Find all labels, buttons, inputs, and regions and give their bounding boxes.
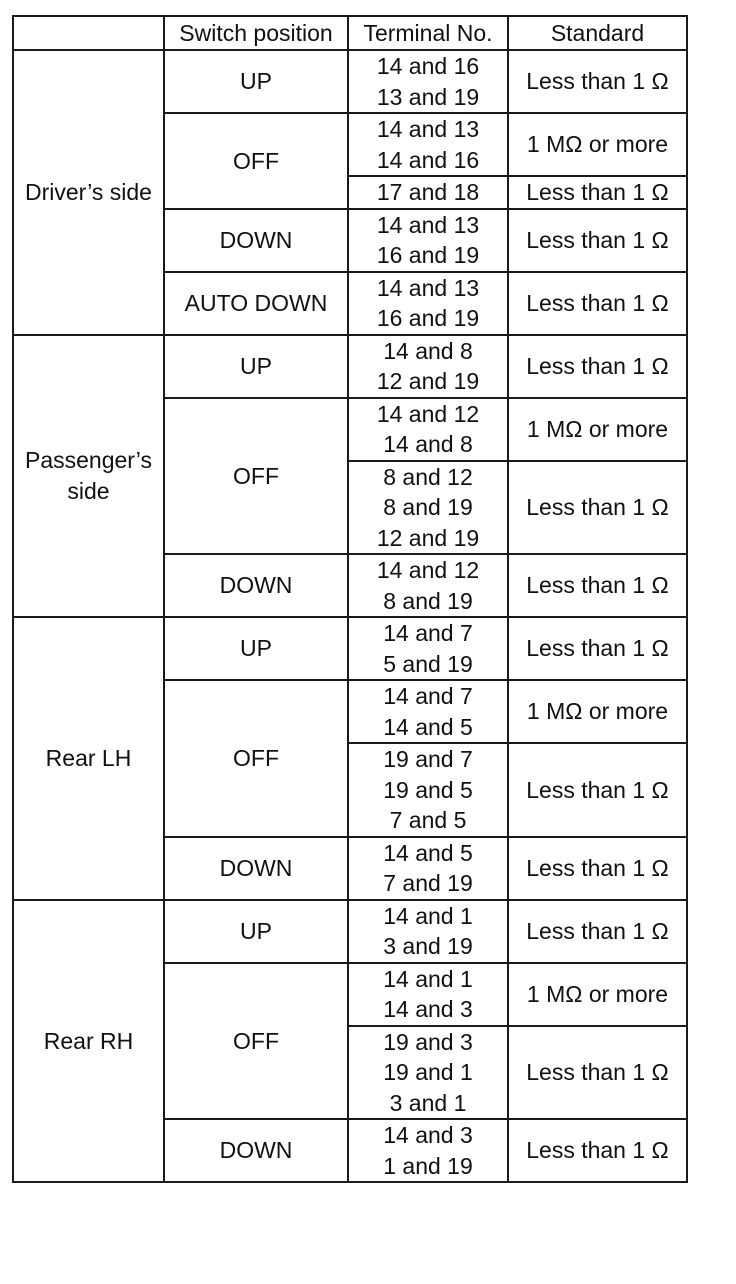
terminal-pairs [348, 461, 508, 555]
terminal-pairs [348, 272, 508, 335]
standard-value: Less than 1 Ω [508, 837, 687, 900]
terminal-pair: 8 and 12 [383, 463, 473, 490]
standard-value: Less than 1 Ω [508, 209, 687, 272]
terminal-pair: 3 and 1 [389, 1089, 467, 1116]
terminal-pair: 14 and 12 [376, 557, 480, 583]
terminal-pair: 14 and 16 [376, 146, 480, 173]
table-row [13, 50, 687, 113]
switch-position: UP [164, 50, 348, 113]
terminal-pair: 14 and 5 [383, 713, 473, 740]
standard-value: Less than 1 Ω [508, 335, 687, 398]
terminal-pair: 7 and 5 [389, 807, 467, 833]
terminal-pair: 19 and 3 [383, 1028, 473, 1055]
header-standard: Standard [508, 16, 687, 50]
group-label-line: side [67, 477, 110, 504]
standard-value: Less than 1 Ω [508, 1119, 687, 1182]
switch-position: UP [164, 617, 348, 680]
terminal-pair: 14 and 8 [383, 431, 473, 457]
group-rear-rh: Rear RH [13, 900, 164, 1183]
switch-position: OFF [164, 680, 348, 837]
terminal-pair: 14 and 1 [383, 965, 473, 992]
terminal-pair: 19 and 5 [383, 776, 473, 803]
terminal-pair: 14 and 3 [383, 1122, 473, 1148]
switch-position: UP [164, 335, 348, 398]
terminal-pair: 14 and 5 [383, 839, 473, 866]
terminal-pair: 19 and 7 [383, 746, 473, 772]
terminal-pair: 14 and 7 [383, 683, 473, 709]
terminal-pair: 12 and 19 [376, 368, 480, 394]
terminal-pairs [348, 900, 508, 963]
terminal-pair: 14 and 16 [376, 53, 480, 79]
header-switch-position: Switch position [164, 16, 348, 50]
switch-position: UP [164, 900, 348, 963]
table-row [13, 900, 687, 963]
group-label-line: Passenger’s [24, 447, 152, 474]
terminal-pairs [348, 743, 508, 837]
terminal-pair: 8 and 19 [383, 587, 473, 614]
terminal-pair: 1 and 19 [383, 1152, 473, 1179]
terminal-pairs [348, 176, 508, 209]
terminal-pairs [348, 837, 508, 900]
terminal-pairs [348, 50, 508, 113]
terminal-pair: 14 and 8 [383, 337, 473, 364]
switch-position: DOWN [164, 554, 348, 617]
terminal-pairs [348, 335, 508, 398]
switch-position: OFF [164, 113, 348, 209]
terminal-pair: 8 and 19 [383, 494, 473, 520]
standard-value: Less than 1 Ω [508, 554, 687, 617]
switch-position: OFF [164, 398, 348, 555]
standard-value: Less than 1 Ω [508, 900, 687, 963]
switch-position: DOWN [164, 837, 348, 900]
header-group [13, 16, 164, 50]
terminal-pairs [348, 209, 508, 272]
terminal-pair: 14 and 1 [383, 902, 473, 929]
terminal-pair: 16 and 19 [376, 242, 480, 268]
terminal-pair: 17 and 18 [376, 179, 480, 205]
table-row [13, 335, 687, 398]
standard-value: 1 MΩ or more [508, 113, 687, 176]
header-row [13, 16, 687, 50]
standard-value: Less than 1 Ω [508, 272, 687, 335]
terminal-pairs [348, 554, 508, 617]
terminal-pairs [348, 398, 508, 461]
terminal-pairs [348, 1026, 508, 1120]
terminal-pair: 13 and 19 [376, 83, 480, 110]
group-passengers-side [13, 335, 164, 618]
standard-value: Less than 1 Ω [508, 617, 687, 680]
group-drivers-side: Driver’s side [13, 50, 164, 335]
switch-position: DOWN [164, 1119, 348, 1182]
terminal-pair: 14 and 3 [383, 996, 473, 1022]
terminal-pairs [348, 113, 508, 176]
terminal-pairs [348, 1119, 508, 1182]
standard-value: Less than 1 Ω [508, 50, 687, 113]
standard-value: Less than 1 Ω [508, 743, 687, 837]
standard-value: 1 MΩ or more [508, 680, 687, 743]
switch-position: DOWN [164, 209, 348, 272]
header-terminal-no: Terminal No. [348, 16, 508, 50]
group-rear-lh: Rear LH [13, 617, 164, 900]
terminal-pair: 3 and 19 [383, 933, 473, 959]
terminal-pair: 16 and 19 [376, 305, 480, 331]
standard-value: Less than 1 Ω [508, 176, 687, 209]
terminal-pairs [348, 617, 508, 680]
switch-position: OFF [164, 963, 348, 1120]
terminal-pair: 14 and 12 [376, 400, 480, 427]
terminal-pair: 14 and 7 [383, 620, 473, 646]
standard-value: Less than 1 Ω [508, 1026, 687, 1120]
switch-position: AUTO DOWN [164, 272, 348, 335]
standard-value: 1 MΩ or more [508, 398, 687, 461]
terminal-pair: 14 and 13 [376, 274, 480, 301]
terminal-pairs [348, 963, 508, 1026]
table-row [13, 617, 687, 680]
terminal-pair: 5 and 19 [383, 650, 473, 677]
terminal-pair: 14 and 13 [376, 211, 480, 238]
standard-value: 1 MΩ or more [508, 963, 687, 1026]
standard-value: Less than 1 Ω [508, 461, 687, 555]
terminal-pairs [348, 680, 508, 743]
terminal-pair: 19 and 1 [383, 1059, 473, 1085]
terminal-pair: 12 and 19 [376, 524, 480, 551]
terminal-pair: 14 and 13 [376, 116, 480, 142]
switch-inspection-table [12, 15, 688, 1183]
terminal-pair: 7 and 19 [383, 870, 473, 896]
